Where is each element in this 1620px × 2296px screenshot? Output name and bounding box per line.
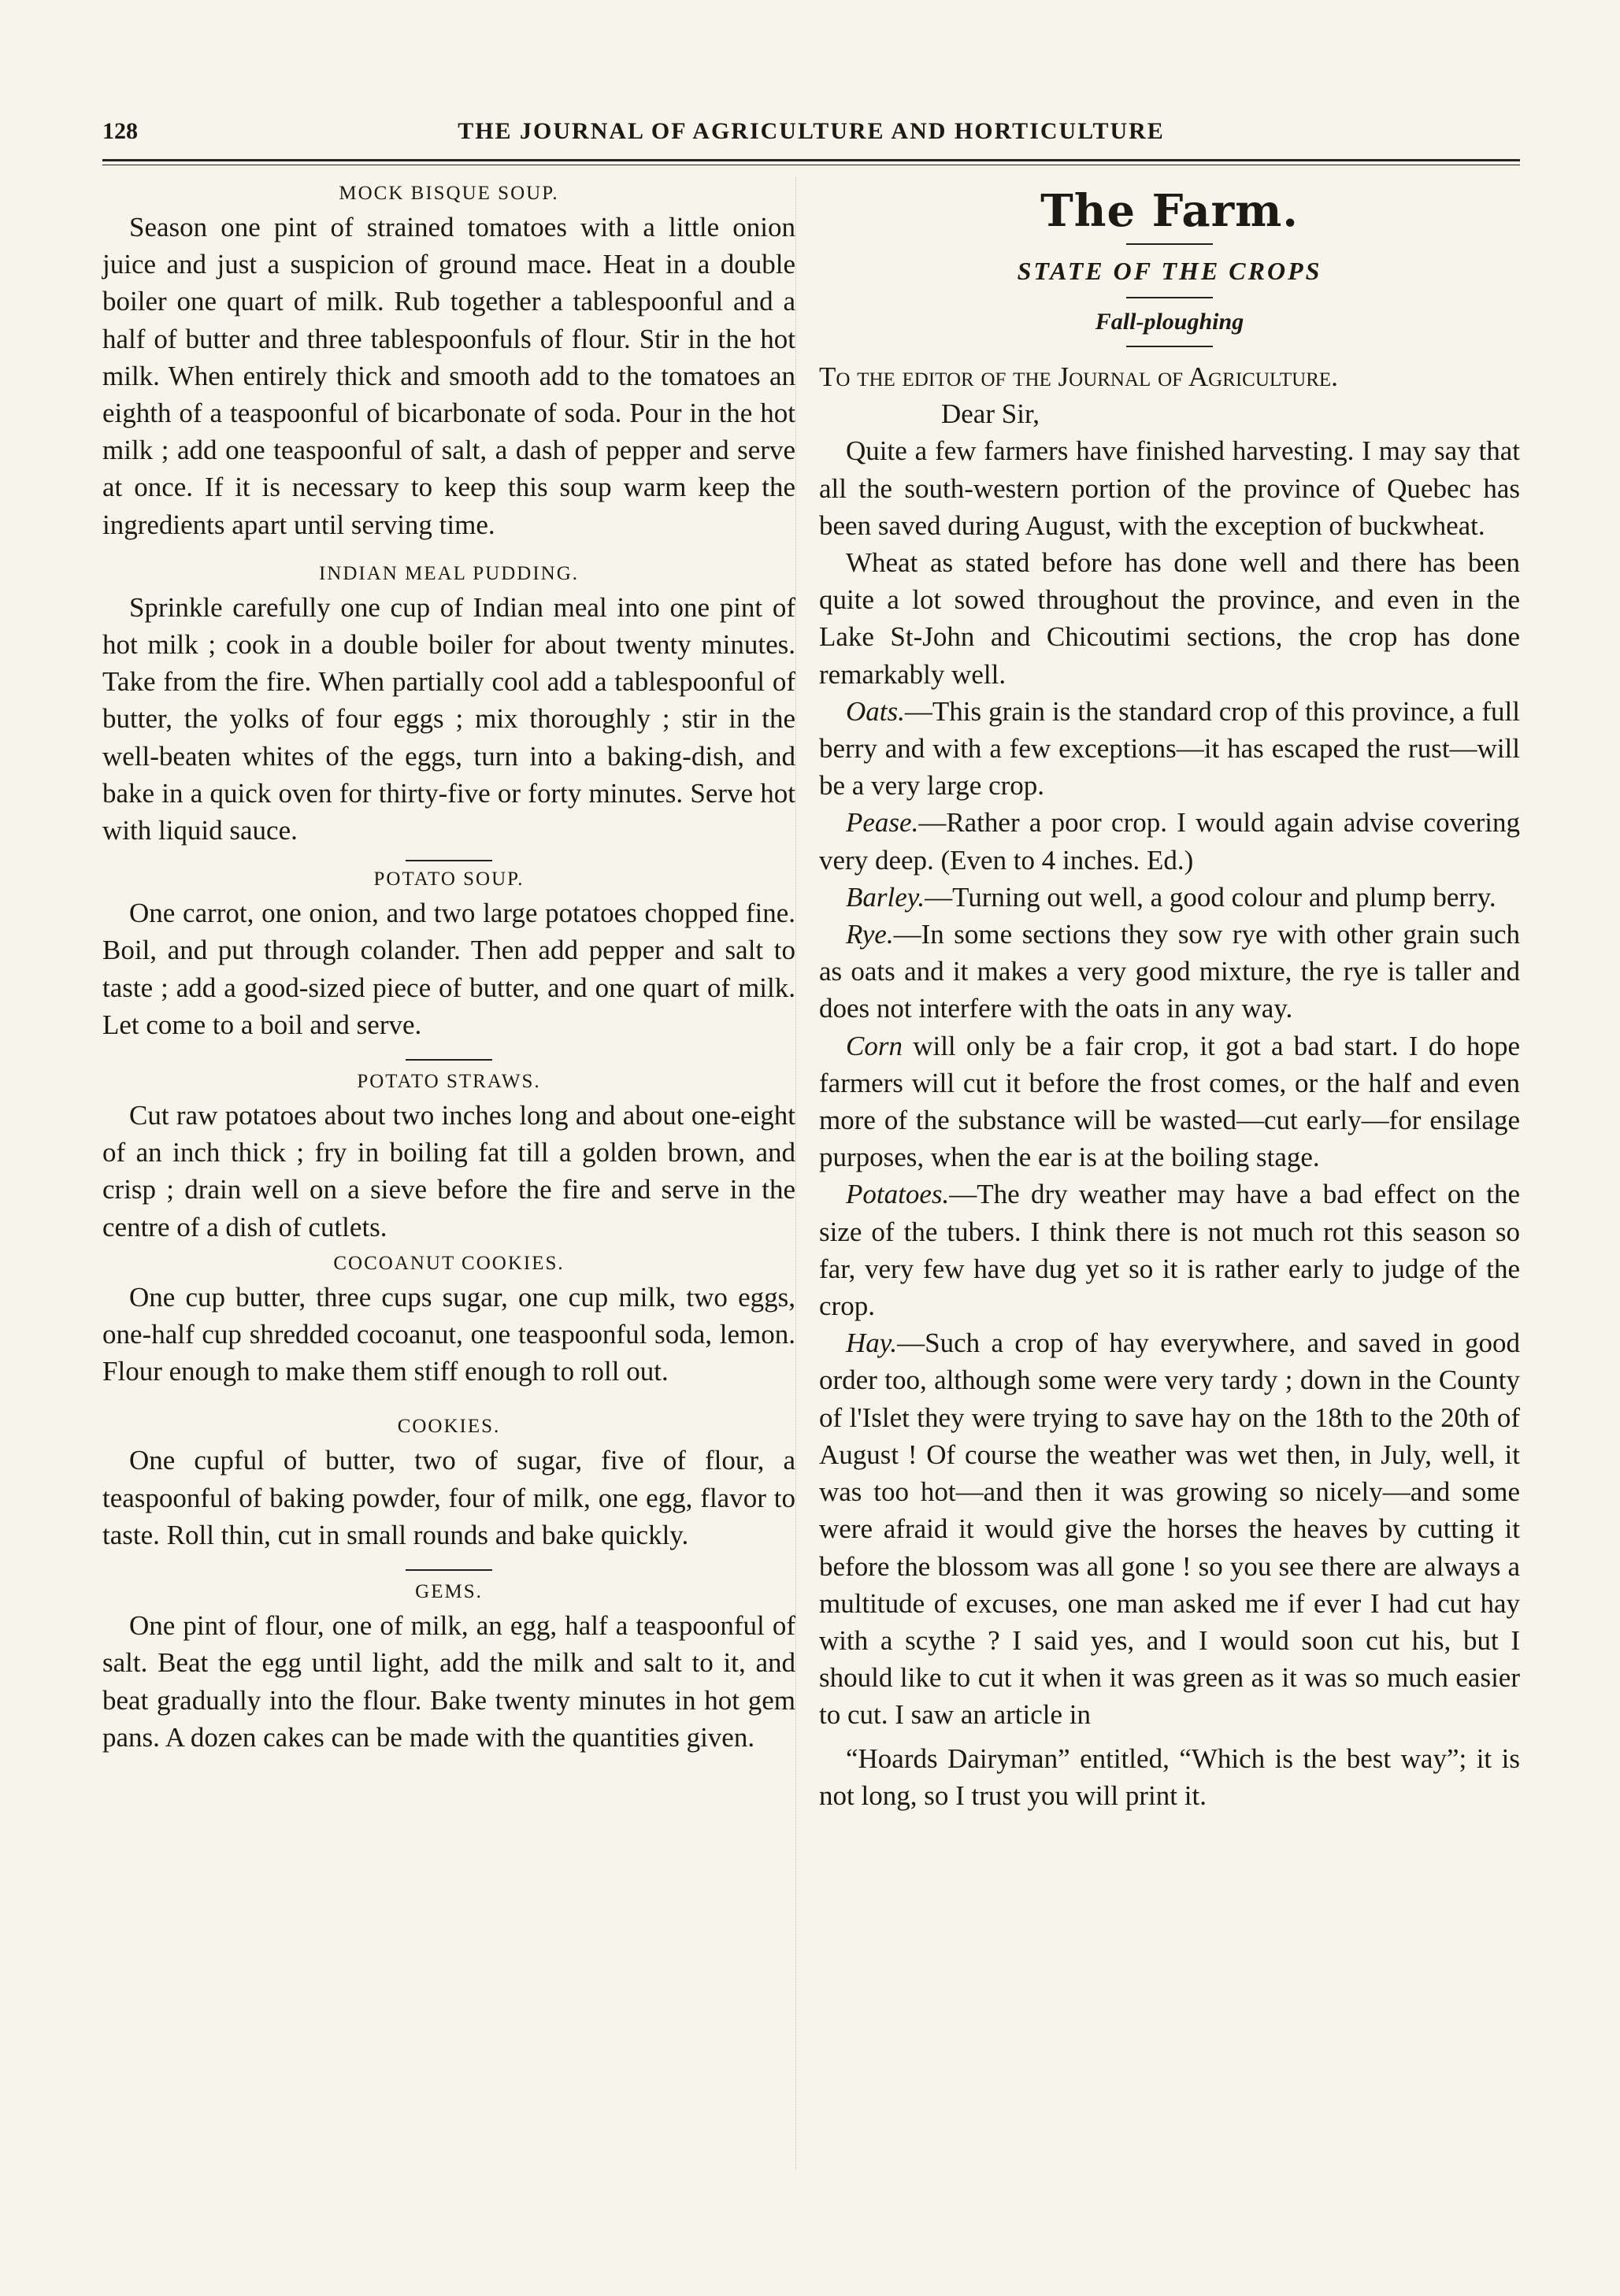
recipe-title-gems: GEMS. [415,1581,483,1603]
recipe-body-potato-straws: Cut raw potatoes about two inches long and about one-eight of an inch thick ; fry in boiling fat till a golden brown, and crisp ; drain well on a sieve before the fire and serve in the centre of a dish of cutlets. [102,1100,795,1242]
recipe-body-indian-meal-pudding: Sprinkle carefully one cup of Indian meal into one pint of hot milk ; cook in a double boiler for about twenty minutes. Take from the fire. When partially cool add a tablespoonful of butter, the yolks of four eggs ; mix thoroughly ; stir in the well-beaten whites of the eggs, turn into a baking-dish, and bake in a quick oven for thirty-five or forty minutes. Serve hot with liquid sauce. [102,591,795,846]
article-paragraph: Wheat as stated before has done well and there has been quite a lot sowed throughout the province, and even in the Lake St-John and Chicoutimi sections, the crop has done remarkably well. [819,547,1520,690]
section-rule [406,860,492,861]
right-column-farm [819,177,1520,1814]
crop-text: —The dry weather may have a bad effect on the size of the tubers. I think there is not much rot this season so far, very few have dug yet so it is rather early to judge of the crop. [819,1179,1520,1322]
recipe-body-cookies: One cupful of butter, two of sugar, five of flour, a teaspoonful of baking powder, four of milk, one egg, flavor to taste. Roll thin, cut in small rounds and bake quickly. [102,1445,795,1550]
crop-name: Corn [846,1030,903,1061]
header-rule [102,159,1520,165]
crop-paragraph-hay [819,1324,1520,1733]
crop-name: Hay. [846,1328,898,1359]
page-header [102,118,1520,157]
crop-paragraph-rye [819,916,1520,1028]
article-subheadline: Fall-ploughing [1095,309,1244,335]
column-divider [795,177,796,2169]
article-closing: “Hoards Dairyman” entitled, “Which is the best way”; it is not long, so I trust you will print it. [819,1742,1520,1811]
section-rule [406,1059,492,1061]
recipe-title-potato-soup: POTATO SOUP. [373,868,525,891]
salutation-dear: Dear Sir, [941,398,1040,430]
crop-text: —In some sections they sow rye with other grain such as oats and it makes a very good mixture, the rye is taller and does not interfere with the oats in any way. [819,919,1520,1024]
crop-text: —Rather a poor crop. I would again advise covering very deep. (Even to 4 inches. Ed.) [819,807,1520,876]
running-head: THE JOURNAL OF AGRICULTURE AND HORTICULTURE [458,118,1165,144]
crop-paragraph-barley [819,879,1520,916]
crop-paragraph-potatoes [819,1176,1520,1324]
section-rule [406,1569,492,1571]
crop-paragraph-corn [819,1028,1520,1176]
recipe-body-potato-soup: One carrot, one onion, and two large potatoes chopped fine. Boil, and put through colander. Then add pepper and salt to taste ; add a good-sized piece of butter, and one quart of milk. Let come to a boil and serve. [102,898,795,1040]
recipe-body-gems: One pint of flour, one of milk, an egg, half a teaspoonful of salt. Beat the egg until light, add the milk and salt to it, and beat gradually into the flour. Bake twenty minutes in hot gem pans. A dozen cakes can be made with the quantities given. [102,1610,795,1753]
section-rule [1126,346,1213,347]
crop-text: —Such a crop of hay everywhere, and saved in good order too, although some were very tardy ; down in the County of l'Islet they were trying to save hay on the 18th to the 20th of August ! Of course the weather was wet then, in July, well, it was too hot—and then it was growing so nicely—and some were afraid it would give the horses the heaves by cutting it before the blossom was all gone ! so you see there are always a multitude of excuses, one man asked me if ever I had cut hay with a scythe ? I said yes, and I would soon cut his, but I should like to cut it when it was green as it was so much easier to cut. I saw an article in [819,1328,1520,1731]
section-title-the-farm: The Farm. [1040,185,1299,237]
crop-name: Rye. [846,919,894,950]
page-number: 128 [102,118,138,144]
article-paragraph: Quite a few farmers have finished harvesting. I may say that all the south-western portion of the province of Quebec has been saved during August, with the exception of buckwheat. [819,435,1520,541]
section-rule [1126,243,1213,245]
recipe-title-mock-bisque-soup: MOCK BISQUE SOUP. [339,183,559,204]
recipe-body-cocoanut-cookies: One cup butter, three cups sugar, one cup milk, two eggs, one-half cup shredded cocoanut, one teaspoonful soda, lemon. Flour enough to make them stiff enough to roll out. [102,1281,795,1387]
recipe-body-mock-bisque-soup: Season one pint of strained tomatoes with a little onion juice and just a suspicion of ground mace. Heat in a double boiler one quart of milk. Rub together a tablespoonful and a half of butter and three tablespoonfuls of flour. Stir in the hot milk. When entirely thick and smooth add to the tomatoes an eighth of a teaspoonful of bicarbonate of soda. Pour in the hot milk ; add one teaspoonful of salt, a dash of pepper and serve at once. If it is necessary to keep this soup warm keep the ingredients apart until serving time. [102,212,795,540]
salutation-to: To the editor of the Journal of Agriculture. [819,361,1338,392]
crop-name: Oats. [846,695,905,727]
recipe-title-cookies: COOKIES. [397,1416,501,1438]
recipe-title-indian-meal-pudding: INDIAN MEAL PUDDING. [318,562,579,584]
crop-paragraph-oats [819,693,1520,805]
crop-name: Pease. [846,807,919,839]
recipe-title-cocoanut-cookies: COCOANUT COOKIES. [333,1252,565,1274]
crop-text: will only be a fair crop, it got a bad start. I do hope farmers will cut it before the frost comes, or the half and even more of the substance will be wasted—cut early—for ensilage purposes, when the ear is at the boiling stage. [819,1030,1520,1173]
crop-name: Barley. [846,881,925,913]
crop-text: —Turning out well, a good colour and plump berry. [925,881,1496,913]
section-rule [1126,297,1213,298]
crop-name: Potatoes. [846,1179,950,1210]
crop-paragraph-pease [819,804,1520,878]
left-column-recipes [102,177,795,1756]
recipe-title-potato-straws: POTATO STRAWS. [357,1071,541,1093]
crop-text: —This grain is the standard crop of this province, a full berry and with a few exceptions—it has escaped the rust—will be a very large crop. [819,695,1520,802]
article-headline: STATE OF THE CROPS [1017,257,1322,285]
